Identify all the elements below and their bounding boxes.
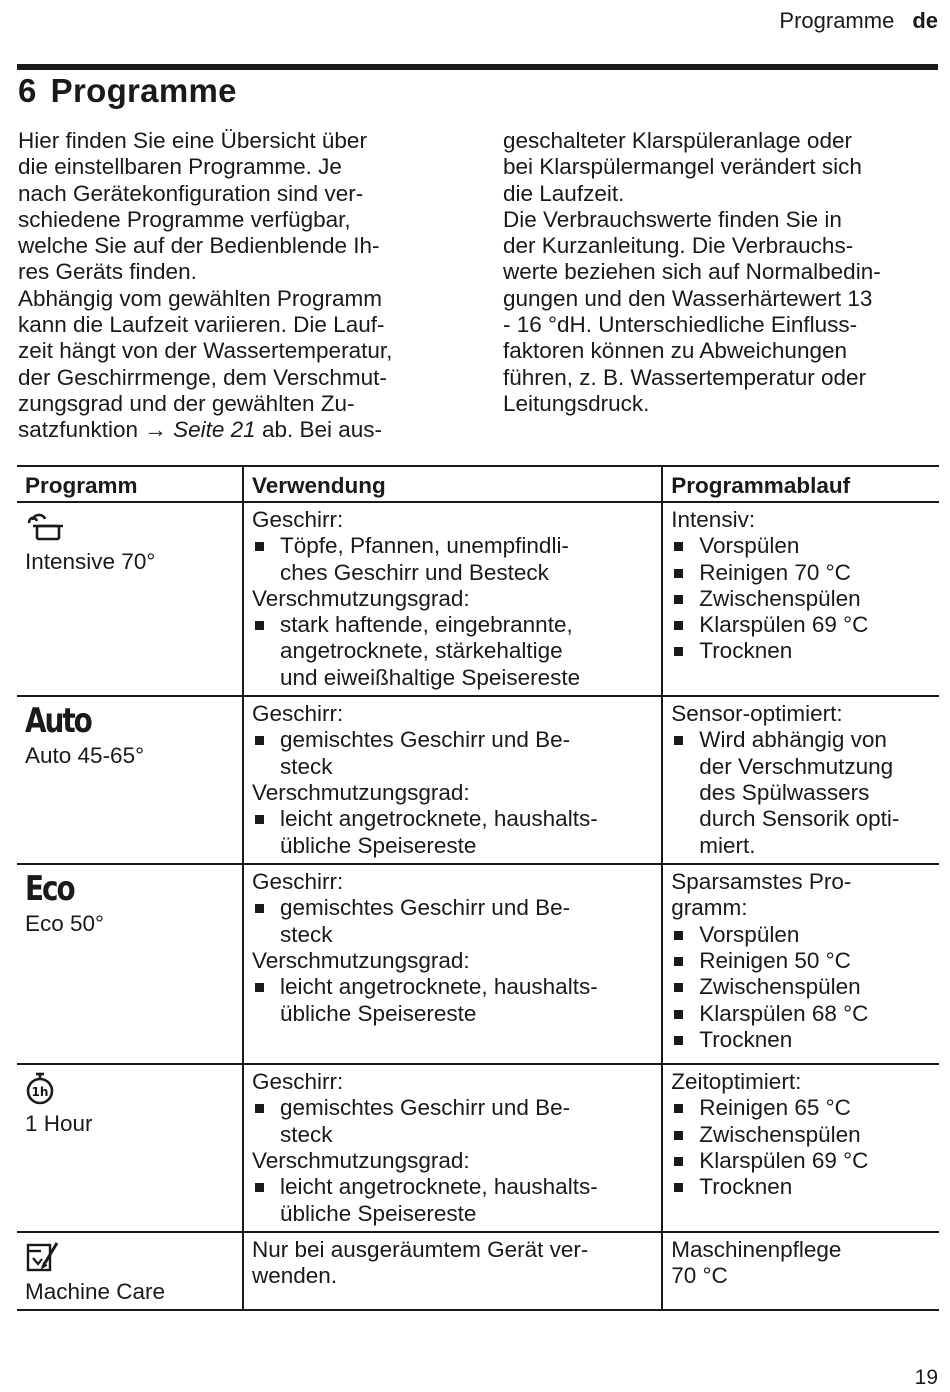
- flow-bullet: Trocknen: [671, 638, 931, 664]
- flow-bullet: Vorspülen: [671, 922, 931, 948]
- usage-line: Nur bei ausgeräumtem Gerät ver-: [252, 1237, 589, 1263]
- chapter-number: 6: [18, 72, 37, 109]
- flow-bullet: Zwischenspülen: [671, 586, 931, 612]
- intro-right-column: [503, 128, 943, 417]
- flow-bullet: Klarspülen 68 °C: [671, 1001, 931, 1027]
- flow-line: durch Sensorik opti-: [699, 806, 900, 832]
- table-row: [17, 502, 939, 696]
- machine-care-icon: [25, 1240, 61, 1274]
- auto-symbol: Auto: [25, 700, 91, 741]
- table-row: [17, 696, 939, 864]
- arrow-icon: →: [144, 417, 167, 443]
- flow-line: Sensor-optimiert:: [671, 701, 843, 727]
- running-header: [779, 8, 938, 34]
- usage-bullet: gemischtes Geschirr und Be-: [252, 727, 653, 753]
- programme-name: Auto 45-65°: [25, 743, 145, 769]
- usage-line: Geschirr:: [252, 507, 344, 532]
- intro-line: gungen und den Wasserhärtewert 13: [503, 285, 873, 311]
- flow-bullet: Zwischenspülen: [671, 974, 931, 1000]
- programm-cell: [17, 502, 243, 696]
- intro-line: faktoren können zu Abweichungen: [503, 338, 848, 364]
- stopwatch-label: 1h: [31, 1085, 49, 1100]
- flow-cell: [662, 502, 939, 696]
- programm-cell: [17, 864, 243, 1064]
- intro-line: geschalteter Klarspüleranlage oder: [503, 128, 852, 153]
- table-header-row: [17, 466, 939, 502]
- intro-line: die einstellbaren Programme. Je: [18, 154, 342, 180]
- usage-line: Geschirr:: [252, 701, 344, 727]
- flow-line: Intensiv:: [671, 507, 756, 532]
- usage-bullet: gemischtes Geschirr und Be-: [252, 1095, 653, 1121]
- usage-cell: [243, 1064, 662, 1232]
- usage-line: wenden.: [252, 1263, 338, 1289]
- table-row: [17, 1064, 939, 1232]
- intro-text: ab. Bei aus-: [261, 417, 383, 443]
- intro-line: der Geschirrmenge, dem Verschmut-: [18, 364, 387, 390]
- programme-symbol: [25, 869, 234, 909]
- flow-line: 70 °C: [671, 1263, 728, 1289]
- flow-cell: [662, 1232, 939, 1310]
- table-row: [17, 864, 939, 1064]
- flow-bullet: Klarspülen 69 °C: [671, 1148, 931, 1174]
- flow-line: der Verschmutzung: [699, 753, 894, 779]
- flow-bullet: Trocknen: [671, 1174, 931, 1200]
- intro-line: welche Sie auf der Bedienblende Ih-: [18, 233, 380, 259]
- usage-line: übliche Speisereste: [280, 832, 477, 858]
- intensive-pot-icon: [25, 510, 67, 544]
- programme-symbol: [25, 507, 234, 547]
- usage-cell: [243, 502, 662, 696]
- flow-bullet: Reinigen 65 °C: [671, 1095, 931, 1121]
- programme-table: [17, 465, 939, 1311]
- flow-cell: [662, 864, 939, 1064]
- intro-line: zungsgrad und der gewählten Zu-: [18, 390, 355, 416]
- usage-line: Geschirr:: [252, 1069, 344, 1095]
- header-language: de: [912, 8, 938, 33]
- intro-line: Die Verbrauchswerte finden Sie in: [503, 206, 842, 232]
- usage-line: und eiweißhaltige Speisereste: [280, 664, 581, 690]
- programm-cell: [17, 1064, 243, 1232]
- column-header-programm: Programm: [17, 466, 243, 502]
- flow-line: des Spülwassers: [699, 779, 870, 805]
- usage-line: steck: [280, 1121, 333, 1147]
- programme-symbol: [25, 701, 234, 741]
- flow-bullet: Reinigen 70 °C: [671, 560, 931, 586]
- usage-bullet: gemischtes Geschirr und Be-: [252, 895, 653, 921]
- page-number: 19: [914, 1366, 938, 1389]
- usage-bullet: leicht angetrocknete, haushalts-: [252, 806, 653, 832]
- usage-cell: [243, 696, 662, 864]
- intro-line: führen, z. B. Wassertemperatur oder: [503, 364, 867, 390]
- usage-cell: [243, 864, 662, 1064]
- flow-line: Maschinenpflege: [671, 1237, 842, 1263]
- usage-line: Verschmutzungsgrad:: [252, 947, 470, 973]
- intro-line: bei Klarspülermangel verändert sich: [503, 154, 862, 180]
- intro-line: Leitungsdruck.: [503, 390, 650, 416]
- usage-line: ches Geschirr und Besteck: [280, 559, 549, 585]
- usage-cell: [243, 1232, 662, 1310]
- usage-bullet: leicht angetrocknete, haushalts-: [252, 1174, 653, 1200]
- programme-symbol: [25, 1069, 234, 1109]
- flow-cell: [662, 696, 939, 864]
- intro-line: zeit hängt von der Wassertemperatur,: [18, 338, 393, 364]
- eco-symbol: Eco: [25, 868, 74, 909]
- flow-cell: [662, 1064, 939, 1232]
- usage-line: Geschirr:: [252, 869, 344, 895]
- programm-cell: [17, 1232, 243, 1310]
- intro-left-column: [18, 128, 488, 444]
- usage-line: Verschmutzungsgrad:: [252, 585, 470, 611]
- flow-line: miert.: [699, 832, 756, 858]
- header-section: Programme: [779, 8, 895, 33]
- intro-line: - 16 °dH. Unterschiedliche Einfluss-: [503, 312, 858, 338]
- usage-line: steck: [280, 921, 333, 947]
- flow-line: Zeitoptimiert:: [671, 1069, 802, 1095]
- flow-bullet: Trocknen: [671, 1027, 931, 1053]
- intro-line: Abhängig vom gewählten Programm: [18, 285, 382, 311]
- programme-symbol: [25, 1237, 234, 1277]
- usage-bullet: Töpfe, Pfannen, unempfindli-: [252, 533, 653, 559]
- programme-name: Machine Care: [25, 1279, 166, 1305]
- column-header-verwendung: Verwendung: [243, 466, 662, 502]
- usage-line: steck: [280, 753, 333, 779]
- usage-bullet: stark haftende, eingebrannte,: [252, 612, 653, 638]
- intro-line: der Kurzanleitung. Die Verbrauchs-: [503, 233, 854, 259]
- page-reference-link[interactable]: Seite 21: [173, 417, 256, 443]
- usage-line: Verschmutzungsgrad:: [252, 1147, 470, 1173]
- usage-line: übliche Speisereste: [280, 1000, 477, 1026]
- programm-cell: [17, 696, 243, 864]
- intro-line: werte beziehen sich auf Normalbedin-: [503, 259, 881, 285]
- programme-name: 1 Hour: [25, 1111, 93, 1137]
- programme-name: Eco 50°: [25, 911, 105, 937]
- intro-line: res Geräts finden.: [18, 259, 197, 285]
- table-row: [17, 1232, 939, 1310]
- flow-bullet: Vorspülen: [671, 533, 931, 559]
- flow-bullet: Wird abhängig von: [671, 727, 931, 753]
- intro-line: nach Gerätekonfiguration sind ver-: [18, 180, 364, 206]
- chapter-title: [18, 72, 237, 110]
- header-rule: [17, 64, 938, 70]
- usage-bullet: leicht angetrocknete, haushalts-: [252, 974, 653, 1000]
- column-header-programmablauf: Programmablauf: [662, 466, 939, 502]
- intro-line: kann die Laufzeit variieren. Die Lauf-: [18, 312, 385, 338]
- intro-text: satzfunktion: [18, 417, 139, 443]
- stopwatch-1h-icon: [25, 1072, 55, 1106]
- intro-line: Hier finden Sie eine Übersicht über: [18, 128, 367, 153]
- flow-bullet: Zwischenspülen: [671, 1122, 931, 1148]
- programme-name: Intensive 70°: [25, 549, 156, 574]
- usage-line: angetrocknete, stärkehaltige: [280, 638, 563, 664]
- intro-line: schiedene Programme verfügbar,: [18, 206, 351, 232]
- usage-line: Verschmutzungsgrad:: [252, 779, 470, 805]
- flow-bullet: Reinigen 50 °C: [671, 948, 931, 974]
- intro-line-with-reference: [18, 417, 488, 443]
- intro-line: die Laufzeit.: [503, 180, 625, 206]
- flow-bullet: Klarspülen 69 °C: [671, 612, 931, 638]
- flow-line: Sparsamstes Pro-: [671, 869, 852, 895]
- chapter-title-text: Programme: [50, 72, 237, 109]
- usage-line: übliche Speisereste: [280, 1200, 477, 1226]
- flow-line: gramm:: [671, 895, 748, 921]
